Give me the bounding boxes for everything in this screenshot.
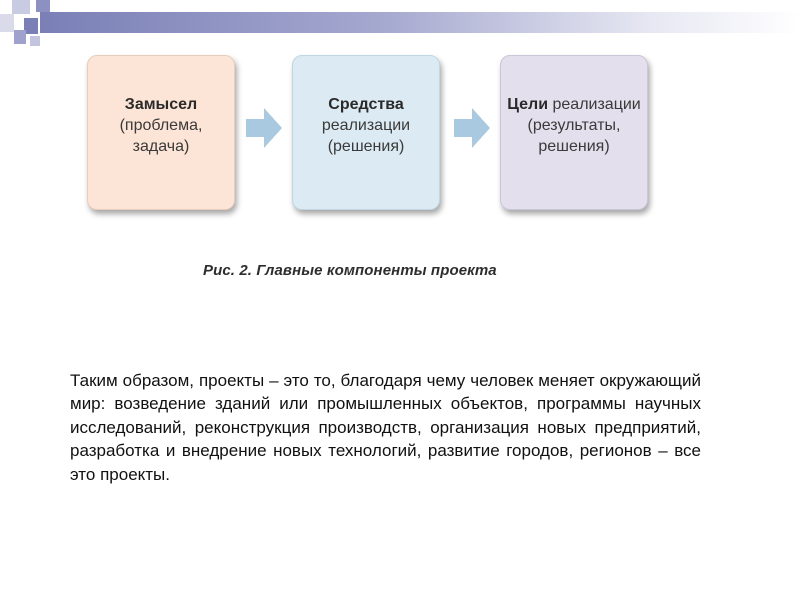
decor-square bbox=[0, 14, 14, 32]
means-box bbox=[292, 55, 440, 210]
means-line-2: реализации bbox=[321, 117, 411, 134]
means-title: Средства bbox=[328, 96, 404, 113]
means-line-3: (решения) bbox=[327, 138, 405, 155]
goals-title: Цели bbox=[507, 96, 549, 113]
header-gradient-bar bbox=[40, 12, 800, 33]
decor-square bbox=[30, 36, 40, 46]
concept-line-2: (проблема, bbox=[119, 117, 203, 134]
goals-box bbox=[500, 55, 648, 210]
goals-line-2: (результаты, bbox=[527, 117, 621, 134]
body-paragraph: Таким образом, проекты – это то, благодаря чему человек меняет окружающий мир: возведение зданий или промышленных объектов, программы научных исследований, реконструкция производств, организация новых предприятий, разработка и внедрение новых технологий, развитие городов, регионов – все это проекты. bbox=[70, 371, 701, 484]
goals-title-rest: реализации bbox=[548, 96, 641, 113]
decor-square bbox=[36, 0, 50, 12]
concept-box bbox=[87, 55, 235, 210]
decor-square bbox=[24, 18, 38, 34]
figure-caption: Рис. 2. Главные компоненты проекта bbox=[203, 262, 497, 279]
concept-line-3: задача) bbox=[132, 138, 190, 155]
decor-square bbox=[14, 30, 26, 44]
decor-square bbox=[12, 0, 30, 14]
arrow-right-icon bbox=[246, 108, 282, 148]
arrow-right-icon bbox=[454, 108, 490, 148]
goals-line-3: решения) bbox=[538, 138, 610, 155]
goals-line-1 bbox=[507, 94, 640, 115]
concept-title: Замысел bbox=[124, 96, 198, 113]
